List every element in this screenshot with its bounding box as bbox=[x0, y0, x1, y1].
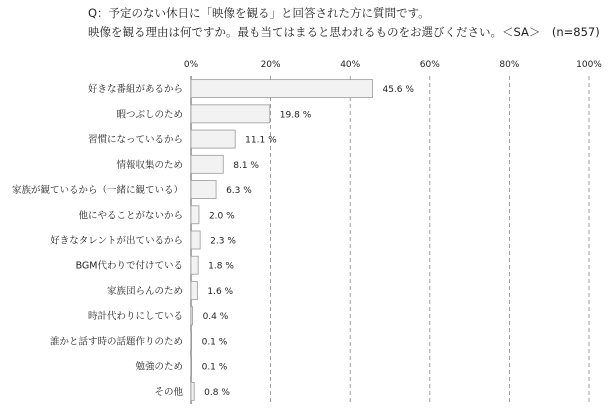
bar bbox=[191, 155, 223, 173]
bar bbox=[191, 181, 216, 199]
bar bbox=[191, 256, 198, 274]
x-tick-label: 80% bbox=[499, 60, 520, 70]
data-label: 2.3 % bbox=[210, 236, 236, 247]
category-label: 暇つぶしのため bbox=[116, 109, 183, 121]
data-label: 19.8 % bbox=[279, 110, 312, 121]
data-label: 2.0 % bbox=[208, 211, 235, 222]
data-label: 1.8 % bbox=[208, 261, 234, 272]
data-label: 11.1 % bbox=[245, 135, 277, 146]
data-label: 8.1 % bbox=[233, 160, 259, 171]
category-label: 習慣になっているから bbox=[87, 134, 183, 146]
bar bbox=[191, 80, 372, 98]
chart-title-line1: Q：予定のない休日に「映像を観る」と回答された方に質問です。 bbox=[88, 6, 430, 20]
category-label: 好きな番組があるから bbox=[87, 84, 183, 96]
bar bbox=[191, 332, 192, 350]
bar bbox=[191, 357, 192, 375]
bar bbox=[191, 231, 200, 249]
category-label: 家族団らんのため bbox=[106, 285, 183, 297]
category-label: 家族が観ているから（一緒に観ている） bbox=[11, 185, 183, 197]
x-tick-label: 40% bbox=[340, 60, 361, 70]
category-label: 時計代わりにしている bbox=[87, 311, 183, 323]
data-label: 0.1 % bbox=[201, 337, 228, 348]
data-label: 0.8 % bbox=[204, 387, 230, 398]
category-label: その他 bbox=[154, 386, 183, 398]
data-label: 45.6 % bbox=[382, 85, 414, 96]
category-label: 情報収集のため bbox=[116, 159, 183, 171]
bar bbox=[191, 130, 235, 148]
bar bbox=[191, 281, 197, 299]
category-label: 好きなタレントが出ているから bbox=[50, 235, 183, 247]
x-tick-label: 60% bbox=[419, 60, 440, 70]
bar bbox=[191, 307, 193, 325]
x-tick-label: 100% bbox=[576, 60, 602, 70]
x-tick-label: 0% bbox=[183, 60, 199, 70]
category-label: 勉強のため bbox=[135, 361, 183, 373]
bar bbox=[191, 105, 270, 123]
bar bbox=[191, 382, 194, 400]
category-label: 他にやることがないから bbox=[78, 210, 183, 222]
data-label: 1.6 % bbox=[207, 286, 234, 297]
x-tick-label: 20% bbox=[260, 60, 281, 70]
data-label: 6.3 % bbox=[226, 186, 252, 197]
data-label: 0.4 % bbox=[202, 312, 229, 323]
category-label: 誰かと話す時の話題作りのため bbox=[49, 336, 183, 348]
data-label: 0.1 % bbox=[201, 362, 228, 373]
chart-title-line2: 映像を観る理由は何ですか。最も当てはまると思われるものをお選びください。＜SA＞ (n=857) bbox=[88, 25, 600, 39]
category-label: BGM代わりで付けている bbox=[75, 260, 183, 272]
bar bbox=[191, 206, 199, 224]
